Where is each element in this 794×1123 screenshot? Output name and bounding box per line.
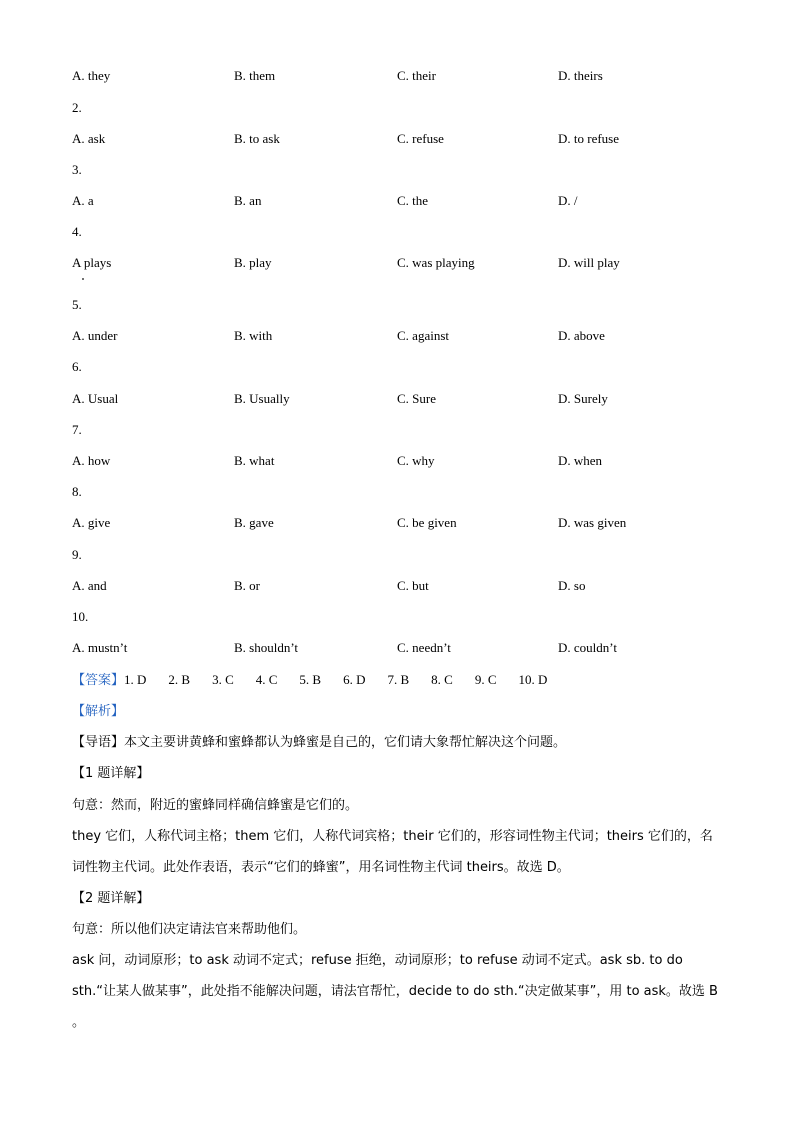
option-d: D. when bbox=[558, 453, 603, 468]
q2-sentence: 句意：所以他们决定请法官来帮助他们。 bbox=[72, 922, 307, 937]
option-a: A. mustn’t bbox=[72, 640, 128, 655]
stray-dot bbox=[82, 278, 84, 280]
option-d: D. above bbox=[558, 328, 605, 343]
answer-item: 8. C bbox=[431, 672, 453, 687]
option-a: A. give bbox=[72, 515, 111, 530]
answer-item: 5. B bbox=[299, 672, 322, 687]
option-b: B. with bbox=[234, 328, 273, 343]
analysis-label: 【解析】 bbox=[72, 704, 125, 719]
question-number: 9. bbox=[72, 547, 82, 562]
answer-item: 10. D bbox=[518, 672, 548, 687]
option-c: C. their bbox=[397, 68, 436, 83]
option-b: B. to ask bbox=[234, 131, 280, 146]
question-number: 10. bbox=[72, 609, 89, 624]
guide-text: 【导语】本文主要讲黄蜂和蜜蜂都认为蜂蜜是自己的，它们请大象帮忙解决这个问题。 bbox=[72, 735, 567, 750]
option-a: A. a bbox=[72, 193, 94, 208]
option-a: A. Usual bbox=[72, 391, 119, 406]
answer-item: 7. B bbox=[387, 672, 410, 687]
option-d: D. theirs bbox=[558, 68, 603, 83]
answer-key bbox=[72, 670, 569, 691]
answer-item: 6. D bbox=[343, 672, 366, 687]
option-c: C. refuse bbox=[397, 131, 444, 146]
q2-detail: ask 问，动词原形；to ask 动词不定式；refuse 拒绝，动词原形；to refuse 动词不定式。ask sb. to do sth.“让某人做某事”，此处指不能解决问题，请法官帮忙，decide to do sth.“决定做某事”，用 to ask。故选 B 。 bbox=[72, 953, 718, 1030]
answer-item: 4. C bbox=[255, 672, 278, 687]
question-number: 3. bbox=[72, 162, 82, 177]
q2-heading: 【2 题详解】 bbox=[72, 891, 150, 906]
option-a: A. they bbox=[72, 68, 111, 83]
answer-item: 3. C bbox=[212, 672, 234, 687]
option-a: A. ask bbox=[72, 131, 106, 146]
option-b: B. shouldn’t bbox=[234, 640, 299, 655]
option-a: A plays bbox=[72, 255, 112, 270]
question-number: 5. bbox=[72, 297, 82, 312]
option-d: D. / bbox=[558, 193, 578, 208]
option-c: C. but bbox=[397, 578, 429, 593]
question-number: 4. bbox=[72, 224, 82, 239]
option-a: A. under bbox=[72, 328, 118, 343]
option-b: B. them bbox=[234, 68, 276, 83]
q1-heading: 【1 题详解】 bbox=[72, 766, 150, 781]
option-d: D. to refuse bbox=[558, 131, 620, 146]
question-number: 6. bbox=[72, 359, 82, 374]
option-c: C. against bbox=[397, 328, 449, 343]
option-c: C. be given bbox=[397, 515, 457, 530]
question-number: 7. bbox=[72, 422, 82, 437]
option-c: C. the bbox=[397, 193, 429, 208]
question-number: 2. bbox=[72, 100, 82, 115]
option-c: C. was playing bbox=[397, 255, 475, 270]
option-c: C. why bbox=[397, 453, 435, 468]
q1-sentence: 句意：然而，附近的蜜蜂同样确信蜂蜜是它们的。 bbox=[72, 798, 359, 813]
option-d: D. so bbox=[558, 578, 586, 593]
option-b: B. an bbox=[234, 193, 262, 208]
option-d: D. will play bbox=[558, 255, 620, 270]
option-b: B. what bbox=[234, 453, 275, 468]
option-c: C. Sure bbox=[397, 391, 436, 406]
option-a: A. and bbox=[72, 578, 107, 593]
answer-item: 1. D bbox=[124, 672, 147, 687]
option-b: B. play bbox=[234, 255, 272, 270]
option-d: D. couldn’t bbox=[558, 640, 617, 655]
option-a: A. how bbox=[72, 453, 111, 468]
q1-detail: they 它们，人称代词主格；them 它们，人称代词宾格；their 它们的，形容词性物主代词；theirs 它们的，名词性物主代词。此处作表语，表示“它们的蜂蜜”，用名词性物主代词 theirs。故选 D。 bbox=[72, 829, 713, 875]
answer-item: 2. B bbox=[168, 672, 191, 687]
option-d: D. was given bbox=[558, 515, 627, 530]
option-b: B. or bbox=[234, 578, 260, 593]
option-d: D. Surely bbox=[558, 391, 608, 406]
question-number: 8. bbox=[72, 484, 82, 499]
answer-key-label: 【答案】 bbox=[72, 673, 125, 688]
option-c: C. needn’t bbox=[397, 640, 451, 655]
option-b: B. Usually bbox=[234, 391, 290, 406]
answer-item: 9. C bbox=[474, 672, 497, 687]
option-b: B. gave bbox=[234, 515, 274, 530]
